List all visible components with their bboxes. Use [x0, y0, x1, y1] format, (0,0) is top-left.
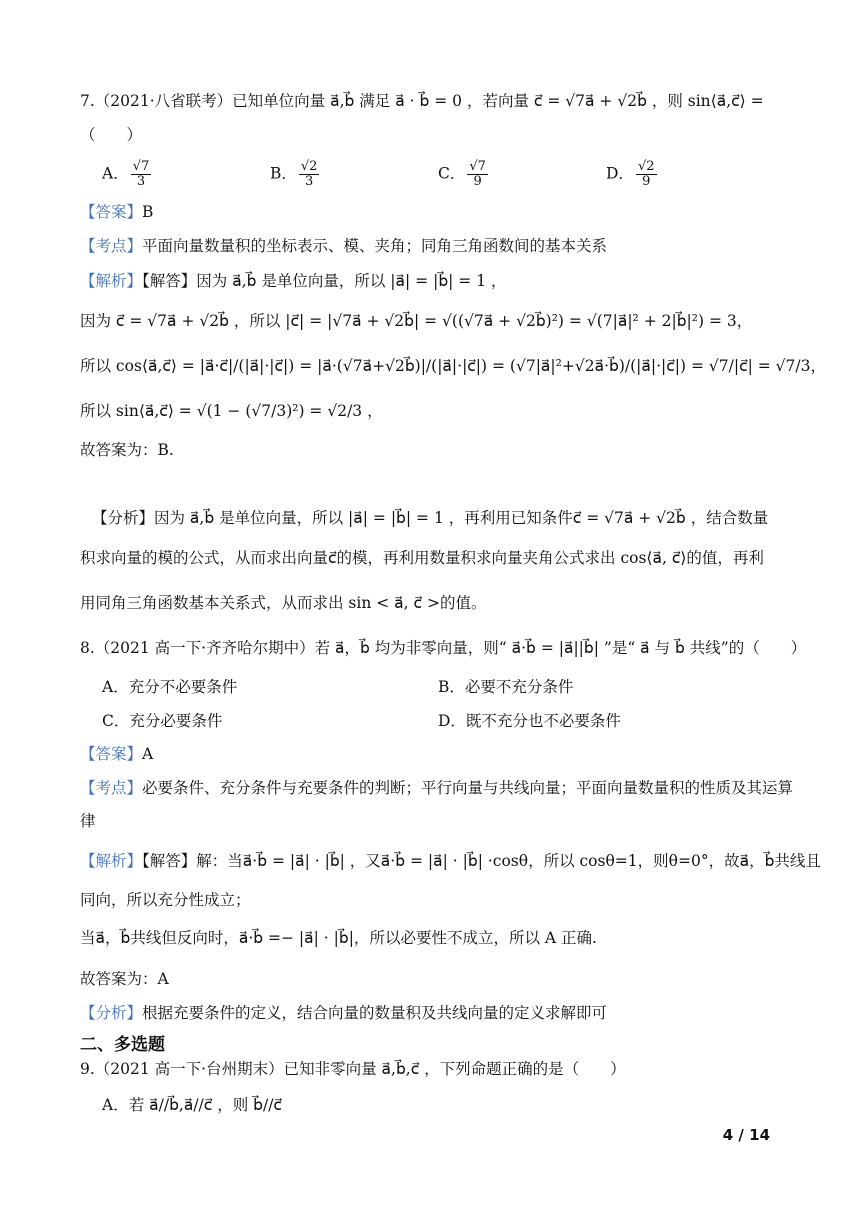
q8-stem: 8.（2021 高一下·齐齐哈尔期中）若 a⃗，b⃗ 均为非零向量，则“ a⃗·b⃗ = |a⃗||b⃗| ”是“ a⃗ 与 b⃗ 共线”的（ ）: [80, 639, 807, 657]
numerator: √7: [469, 159, 486, 174]
numerator: √7: [132, 159, 150, 174]
option-letter: B．: [270, 164, 297, 183]
option-letter: C．: [438, 164, 466, 183]
denominator: 9: [473, 174, 482, 189]
answer-value: A: [142, 745, 154, 763]
q8-knowledge-point-line-1: [80, 777, 793, 799]
kp-tag: 【考点】: [80, 779, 143, 797]
solution-tag: 【解析】: [80, 852, 143, 870]
q7-analysis-line-3: 用同角三角函数基本关系式，从而求出 sin < a⃗, c⃗ >的值。: [80, 594, 487, 612]
kp-text: 平面向量数量积的坐标表示、模、夹角；同角三角函数间的基本关系: [142, 237, 608, 255]
q8-answer: [80, 743, 153, 765]
numerator: √2: [300, 159, 318, 174]
fraction: [467, 160, 488, 189]
option-letter: D．: [606, 164, 634, 183]
q7-solution-line-1: [80, 270, 507, 292]
option-letter: A．: [102, 164, 129, 183]
q7-stem: 7.（2021·八省联考）已知单位向量 a⃗,b⃗ 满足 a⃗ · b⃗ = 0 ，若向量 c⃗ = √7a⃗ + √2b⃗ ，则 sin⟨a⃗,c⃗⟩ =: [80, 92, 764, 110]
q8-knowledge-point-line-2: 律: [80, 812, 96, 830]
q8-option-b: B．必要不充分条件: [438, 678, 574, 696]
kp-tag: 【考点】: [80, 237, 143, 255]
q7-paren: （ ）: [80, 126, 143, 144]
q8-option-d: D．既不充分也不必要条件: [438, 712, 621, 730]
numerator: √2: [637, 159, 655, 174]
analysis-tag: 【分析】: [80, 1004, 143, 1022]
q9-stem: 9.（2021 高一下·台州期末）已知非零向量 a⃗,b⃗,c⃗ ，下列命题正确的是（ ）: [80, 1060, 626, 1078]
q8-analysis: [80, 1002, 607, 1024]
q7-option-b: [270, 160, 321, 189]
answer-tag: 【答案】: [80, 745, 143, 763]
kp-text: 必要条件、充分条件与充要条件的判断；平行向量与共线向量；平面向量数量积的性质及其运算: [142, 779, 794, 797]
denominator: 9: [642, 174, 651, 189]
q7-solution-line-5: 故答案为：B.: [80, 441, 174, 459]
denominator: 3: [305, 174, 314, 189]
solution-tag: 【解析】: [80, 272, 143, 290]
fraction: [131, 160, 152, 189]
q7-option-a: [102, 160, 153, 189]
section-heading: 二、多选题: [80, 1035, 165, 1055]
fraction: [636, 160, 657, 189]
answer-tag: 【答案】: [80, 203, 143, 221]
q7-analysis-line-2: 积求向量的模的公式，从而求出向量c⃗的模，再利用数量积求向量夹角公式求出 cos⟨a⃗, c⃗⟩的值，再利: [80, 549, 764, 567]
q7-knowledge-point: [80, 235, 607, 257]
denominator: 3: [136, 174, 146, 189]
analysis-text: 根据充要条件的定义，结合向量的数量积及共线向量的定义求解即可: [142, 1004, 608, 1022]
q7-option-c: [438, 160, 490, 189]
q8-option-a: A．充分不必要条件: [102, 678, 238, 696]
q7-solution-line-4: 所以 sin⟨a⃗,c⃗⟩ = √(1 − (√7/3)²) = √2/3 ，: [80, 402, 383, 420]
fraction: [299, 160, 320, 189]
q8-solution-line-2: 同向，所以充分性成立；: [80, 891, 251, 909]
solution-text: 【解答】解：当a⃗·b⃗ = |a⃗| · |b⃗| ，又a⃗·b⃗ = |a⃗| · |b⃗| ·cosθ，所以 cosθ=1，则θ=0°，故a⃗，b⃗共线且: [142, 852, 821, 870]
q7-solution-line-3: 所以 cos⟨a⃗,c⃗⟩ = |a⃗·c⃗|/(|a⃗|·|c⃗|) = |a⃗·(√7a⃗+√2b⃗)|/(|a⃗|·|c⃗|) = (√7|a⃗|²+√2a⃗·b⃗)/(|a⃗|·|c⃗|) = √7/|c⃗| = √7/3，: [80, 357, 826, 375]
q9-option-a: A．若 a⃗//b⃗,a⃗//c⃗ ，则 b⃗//c⃗: [102, 1096, 282, 1114]
q8-option-c: C．充分必要条件: [102, 712, 223, 730]
q7-option-d: [606, 160, 659, 189]
answer-value: B: [142, 203, 154, 221]
q8-solution-line-4: 故答案为：A: [80, 970, 169, 988]
solution-text: 【解答】因为 a⃗,b⃗ 是单位向量，所以 |a⃗| = |b⃗| = 1 ，: [142, 272, 507, 290]
q8-solution-line-1: [80, 850, 821, 872]
q7-solution-line-2: 因为 c⃗ = √7a⃗ + √2b⃗ ，所以 |c⃗| = |√7a⃗ + √2b⃗| = √((√7a⃗ + √2b⃗)²) = √(7|a⃗|² + 2|b⃗|²) = 3，: [80, 312, 753, 330]
q7-analysis-line-1: 【分析】因为 a⃗,b⃗ 是单位向量，所以 |a⃗| = |b⃗| = 1 ，再利用已知条件c⃗ = √7a⃗ + √2b⃗ ，结合数量: [92, 509, 769, 527]
q7-answer: [80, 201, 153, 223]
page-number: 4 / 14: [722, 1126, 770, 1144]
q8-solution-line-3: 当a⃗，b⃗共线但反向时，a⃗·b⃗ =− |a⃗| · |b⃗|，所以必要性不成立，所以 A 正确.: [80, 929, 597, 947]
